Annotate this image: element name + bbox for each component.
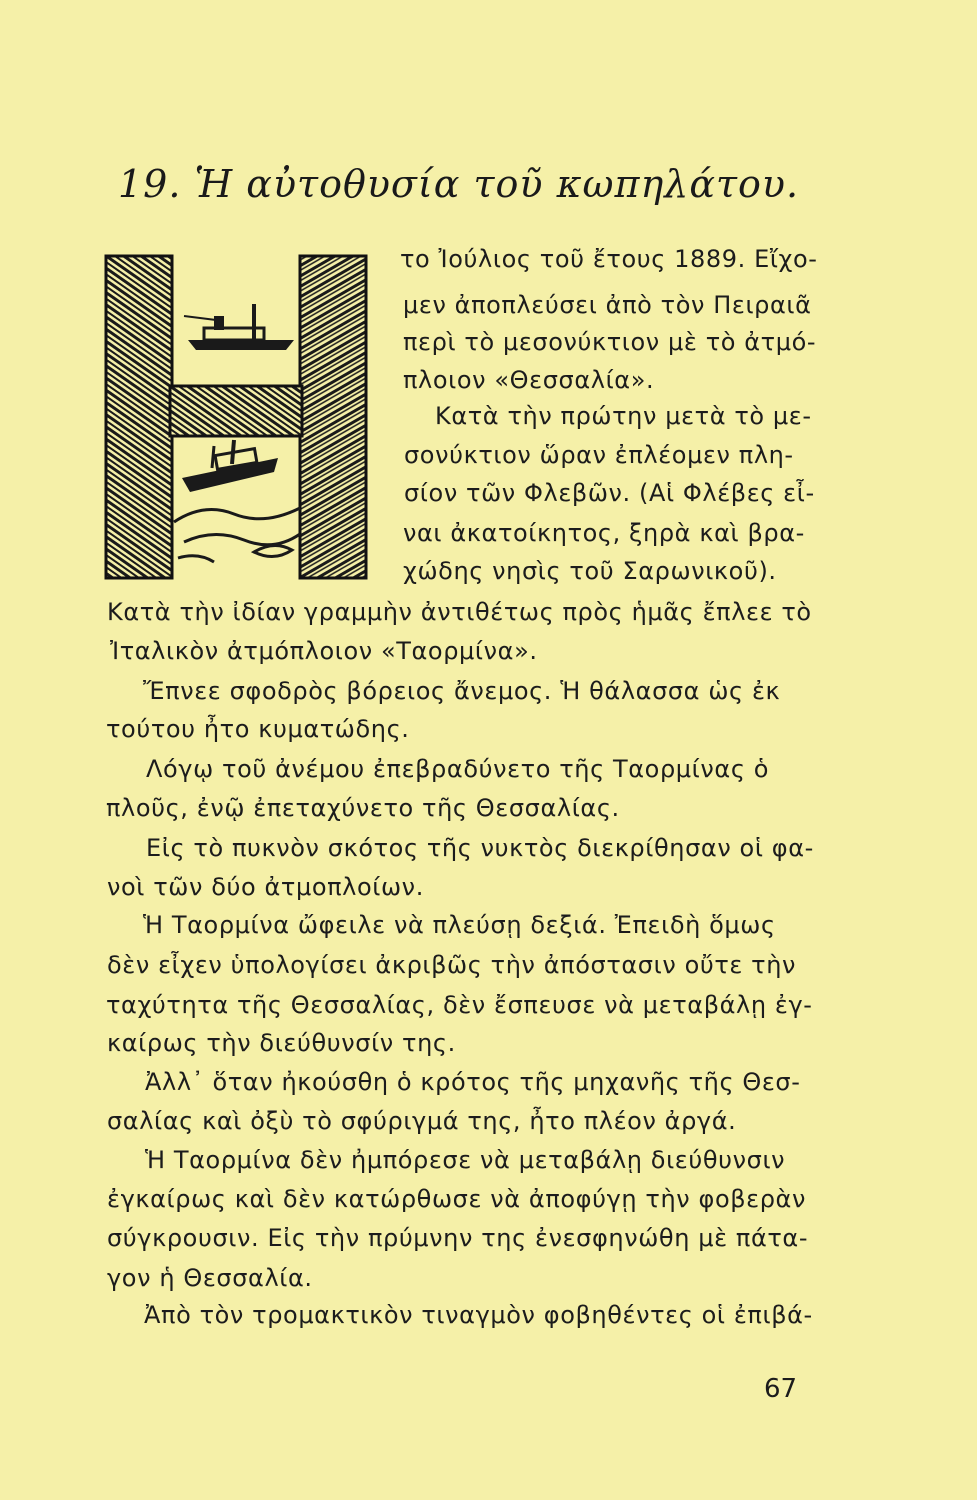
- text-line: Ἔπνεε σφοδρὸς βόρειος ἄνεμος. Ἡ θάλασσα ὡς ἐκ: [143, 677, 781, 705]
- text-line: χώδης νησὶς τοῦ Σαρωνικοῦ).: [403, 557, 777, 585]
- text-line: περὶ τὸ μεσονύκτιον μὲ τὸ ἀτμό-: [403, 328, 817, 356]
- page-number: 67: [764, 1374, 798, 1404]
- text-line: σαλίας καὶ ὀξὺ τὸ σφύριγμά της, ἦτο πλέον ἀργά.: [107, 1107, 737, 1135]
- text-line: ταχύτητα τῆς Θεσσαλίας, δὲν ἔσπευσε νὰ μεταβάλῃ ἐγ-: [106, 991, 813, 1019]
- text-line: τούτου ἦτο κυματώδης.: [106, 715, 410, 743]
- text-line: το Ἰούλιος τοῦ ἔτους 1889. Εἴχο-: [400, 245, 818, 273]
- text-line: σύγκρουσιν. Εἰς τὴν πρύμνην της ἐνεσφηνώθη μὲ πάτα-: [107, 1224, 809, 1252]
- text-line: Εἰς τὸ πυκνὸν σκότος τῆς νυκτὸς διεκρίθησαν οἱ φα-: [146, 834, 814, 862]
- text-line: Ἰταλικὸν ἀτμόπλοιον «Ταορμίνα».: [110, 637, 538, 665]
- text-line: Ἡ Ταορμίνα δὲν ἠμπόρεσε νὰ μεταβάλῃ διεύθυνσιν: [145, 1146, 786, 1174]
- text-line: δὲν εἶχεν ὑπολογίσει ἀκριβῶς τὴν ἀπόστασιν οὔτε τὴν: [107, 951, 797, 979]
- text-line: πλοῦς, ἐνῷ ἐπεταχύνετο τῆς Θεσσαλίας.: [106, 794, 620, 822]
- text-line: ἐγκαίρως καὶ δὲν κατώρθωσε νὰ ἀποφύγῃ τὴν φοβερὰν: [107, 1185, 806, 1213]
- fish-icon: [254, 545, 292, 556]
- text-line: νοὶ τῶν δύο ἀτμοπλοίων.: [107, 873, 424, 901]
- text-line: Ἀλλ᾽ ὅταν ἠκούσθη ὁ κρότος τῆς μηχανῆς τῆς Θεσ-: [145, 1068, 801, 1096]
- text-line: καίρως τὴν διεύθυνσίν της.: [107, 1029, 456, 1057]
- text-line: Ἀπὸ τὸν τρομακτικὸν τιναγμὸν φοβηθέντες οἱ ἐπιβά-: [144, 1301, 813, 1329]
- text-line: σίον τῶν Φλεβῶν. (Αἱ Φλέβες εἶ-: [404, 479, 815, 507]
- text-line: Λόγῳ τοῦ ἀνέμου ἐπεβραδύνετο τῆς Ταορμίνας ὁ: [146, 755, 770, 783]
- text-line: γον ἡ Θεσσαλία.: [107, 1264, 313, 1292]
- text-line: πλοιον «Θεσσαλία».: [403, 366, 655, 394]
- text-line: σονύκτιον ὥραν ἐπλέομεν πλη-: [404, 441, 794, 469]
- text-line: μεν ἀποπλεύσει ἀπὸ τὸν Πειραιᾶ: [403, 291, 812, 319]
- text-line: Ἡ Ταορμίνα ὤφειλε νὰ πλεύσῃ δεξιά. Ἐπειδὴ ὅμως: [143, 911, 776, 939]
- steamship-icon: [184, 304, 294, 350]
- text-line: Κατὰ τὴν ἰδίαν γραμμὴν ἀντιθέτως πρὸς ἡμᾶς ἔπλεε τὸ: [107, 598, 812, 626]
- steamship-icon: [182, 440, 278, 492]
- text-line: ναι ἀκατοίκητος, ξηρὰ καὶ βρα-: [403, 519, 805, 547]
- chapter-title: 19. Ἡ αὐτοθυσία τοῦ κωπηλάτου.: [118, 162, 800, 206]
- text-line: Κατὰ τὴν πρώτην μετὰ τὸ με-: [435, 402, 812, 430]
- drop-cap: [104, 252, 368, 582]
